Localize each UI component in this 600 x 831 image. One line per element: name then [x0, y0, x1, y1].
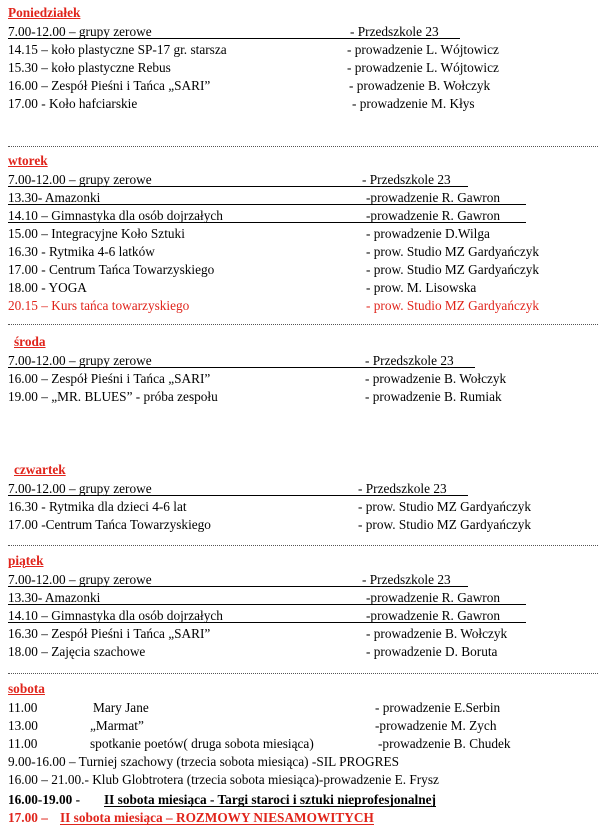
schedule-row: [8, 736, 598, 754]
leader-text: -prowadzenie M. Zych: [375, 718, 497, 733]
schedule-row: [8, 78, 598, 96]
activity-text: 7.00-12.00 – grupy zerowe: [8, 173, 468, 187]
leader-text: - Przedszkole 23: [350, 24, 439, 39]
schedule-row: [8, 810, 598, 828]
leader-text: - prowadzenie M. Kłys: [352, 96, 475, 111]
activity-text: 17.00 -Centrum Tańca Towarzyskiego: [8, 517, 211, 532]
leader-text: -prowadzenie R. Gawron: [366, 190, 501, 205]
leader-text: - prow. M. Lisowska: [366, 280, 477, 295]
schedule-row: [8, 96, 598, 114]
time-text: 11.00: [8, 700, 38, 715]
time-text: 17.00 –: [8, 810, 48, 825]
event-text: II sobota miesiąca - Targi staroci i sztuki nieprofesjonalnej: [104, 792, 436, 807]
schedule-row: [8, 590, 598, 608]
activity-text: 9.00-16.00 – Turniej szachowy (trzecia sobota miesiąca) -SIL PROGRES: [8, 754, 399, 769]
separator: [8, 673, 598, 674]
schedule-row: [8, 244, 598, 262]
schedule-row: [8, 172, 598, 190]
activity-text: 15.30 – koło plastyczne Rebus: [8, 60, 171, 75]
activity-text: 18.00 - YOGA: [8, 280, 87, 295]
leader-text: - prow. Studio MZ Gardyańczyk: [366, 244, 540, 259]
schedule-row: [8, 371, 598, 389]
leader-text: - prowadzenie B. Wołczyk: [365, 371, 507, 386]
schedule-row: [8, 280, 598, 298]
day-heading-monday: Poniedziałek: [8, 5, 81, 20]
time-text: 16.00-19.00 -: [8, 792, 81, 807]
schedule-row: [8, 262, 598, 280]
time-text: 11.00: [8, 736, 38, 751]
schedule-row: [8, 718, 598, 736]
activity-text: 7.00-12.00 – grupy zerowe: [8, 482, 468, 496]
leader-text: - prowadzenie B. Rumiak: [365, 389, 502, 404]
activity-text: 7.00-12.00 – grupy zerowe: [8, 573, 468, 587]
day-heading-wednesday: środa: [14, 334, 46, 349]
separator: [8, 545, 598, 546]
day-heading-tuesday: wtorek: [8, 153, 48, 168]
leader-text: - prowadzenie L. Wójtowicz: [347, 60, 499, 75]
activity-text: 15.00 – Integracyjne Koło Sztuki: [8, 226, 185, 241]
leader-text: - prowadzenie B. Wołczyk: [366, 626, 508, 641]
schedule-row: [8, 772, 598, 790]
schedule-row: [8, 481, 598, 499]
schedule-row: [8, 226, 598, 244]
schedule-row: [8, 389, 598, 407]
leader-text: - prowadzenie E.Serbin: [375, 700, 501, 715]
schedule-row: [8, 60, 598, 78]
activity-text: 7.00-12.00 – grupy zerowe: [8, 354, 475, 368]
activity-text: 16.00 – 21.00.- Klub Globtrotera (trzecia sobota miesiąca)-prowadzenie E. Frysz: [8, 772, 439, 787]
activity-text: 16.30 - Rytmika 4-6 latków: [8, 244, 155, 259]
schedule-row: [8, 42, 598, 60]
schedule-row: [8, 700, 598, 718]
schedule-row: [8, 572, 598, 590]
schedule-row: [8, 190, 598, 208]
schedule-row: [8, 608, 598, 626]
activity-text: 18.00 – Zajęcia szachowe: [8, 644, 146, 659]
schedule-row: [8, 24, 598, 42]
schedule-row: [8, 517, 598, 535]
schedule-row: [8, 298, 598, 316]
activity-text: 16.00 – Zespół Pieśni i Tańca „SARI”: [8, 371, 211, 386]
activity-text: 16.30 - Rytmika dla dzieci 4-6 lat: [8, 499, 187, 514]
leader-text: - Przedszkole 23: [358, 481, 447, 496]
separator: [8, 324, 598, 325]
activity-text: 16.00 – Zespół Pieśni i Tańca „SARI”: [8, 78, 211, 93]
leader-text: - prow. Studio MZ Gardyańczyk: [358, 499, 532, 514]
activity-text: spotkanie poetów( druga sobota miesiąca): [90, 736, 314, 751]
activity-text: 14.10 – Gimnastyka dla osób dojrzałych: [8, 209, 526, 223]
leader-text: - Przedszkole 23: [362, 172, 451, 187]
leader-text: -prowadzenie R. Gawron: [366, 590, 501, 605]
separator: [8, 146, 598, 147]
activity-text: 13.30- Amazonki: [8, 191, 526, 205]
leader-text: - Przedszkole 23: [365, 353, 454, 368]
activity-text: 7.00-12.00 – grupy zerowe: [8, 25, 460, 39]
day-heading-saturday: sobota: [8, 681, 45, 696]
activity-text: 19.00 – „MR. BLUES” - próba zespołu: [8, 389, 218, 404]
leader-text: -prowadzenie R. Gawron: [366, 608, 501, 623]
activity-text: 14.15 – koło plastyczne SP-17 gr. starsza: [8, 42, 227, 57]
leader-text: - Przedszkole 23: [362, 572, 451, 587]
leader-text: - prowadzenie D. Boruta: [366, 644, 498, 659]
day-heading-friday: piątek: [8, 553, 44, 568]
leader-text: - prowadzenie L. Wójtowicz: [347, 42, 499, 57]
leader-text: -prowadzenie B. Chudek: [378, 736, 511, 751]
leader-text: - prow. Studio MZ Gardyańczyk: [358, 517, 532, 532]
schedule-row: [8, 644, 598, 662]
time-text: 13.00: [8, 718, 38, 733]
schedule-row: [8, 208, 598, 226]
leader-text: -prowadzenie R. Gawron: [366, 208, 501, 223]
leader-text: - prow. Studio MZ Gardyańczyk: [366, 298, 540, 313]
activity-text: 13.30- Amazonki: [8, 591, 526, 605]
activity-text: 16.30 – Zespół Pieśni i Tańca „SARI”: [8, 626, 211, 641]
activity-text: 14.10 – Gimnastyka dla osób dojrzałych: [8, 609, 526, 623]
activity-text: Mary Jane: [93, 700, 149, 715]
activity-text: 17.00 - Koło hafciarskie: [8, 96, 138, 111]
schedule-row: [8, 353, 598, 371]
schedule-row: [8, 792, 598, 810]
event-text: II sobota miesiąca – ROZMOWY NIESAMOWITYCH: [60, 810, 374, 825]
leader-text: - prowadzenie D.Wilga: [366, 226, 490, 241]
leader-text: - prowadzenie B. Wołczyk: [349, 78, 491, 93]
leader-text: - prow. Studio MZ Gardyańczyk: [366, 262, 540, 277]
schedule-row: [8, 754, 598, 772]
activity-text: 20.15 – Kurs tańca towarzyskiego: [8, 298, 190, 313]
schedule-row: [8, 626, 598, 644]
schedule-row: [8, 499, 598, 517]
day-heading-thursday: czwartek: [14, 462, 66, 477]
activity-text: 17.00 - Centrum Tańca Towarzyskiego: [8, 262, 215, 277]
activity-text: „Marmat”: [90, 718, 144, 733]
